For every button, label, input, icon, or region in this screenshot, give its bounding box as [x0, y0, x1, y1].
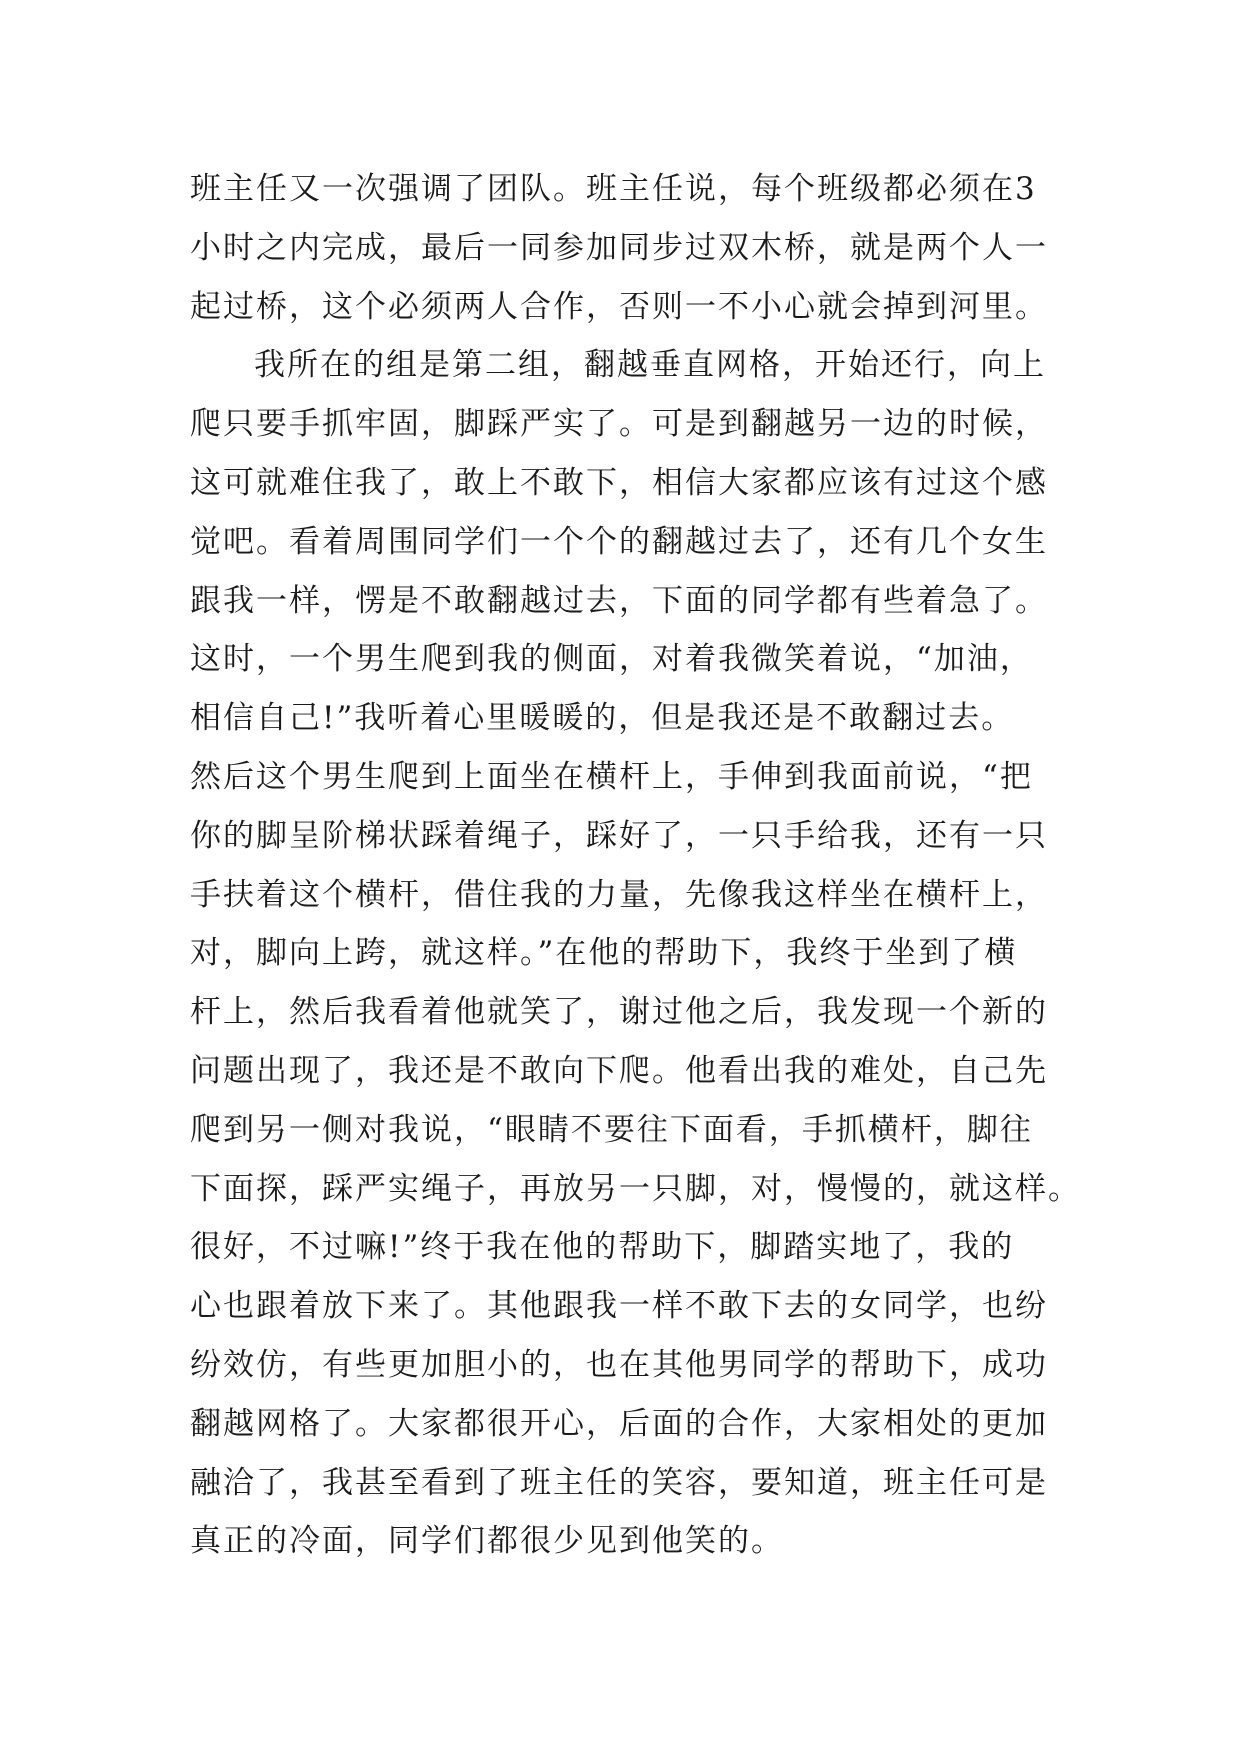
text-line: 爬只要手抓牢固，脚踩严实了。可是到翻越另一边的时候，	[190, 406, 1048, 443]
text-line: 心也跟着放下来了。其他跟我一样不敢下去的女同学，也纷	[190, 1288, 1048, 1325]
text-line: 真正的冷面，同学们都很少见到他笑的。	[190, 1523, 784, 1560]
text-line: 爬到另一侧对我说，“眼睛不要往下面看，手抓横杆，脚往	[190, 1111, 1033, 1148]
paragraph-start-line: 我所在的组是第二组，翻越垂直网格，开始还行，向上	[254, 347, 1046, 384]
text-line: 手扶着这个横杆，借住我的力量，先像我这样坐在横杆上，	[190, 876, 1048, 913]
text-line: 下面探，踩严实绳子，再放另一只脚，对，慢慢的，就这样。	[190, 1170, 1081, 1207]
text-line: 问题出现了，我还是不敢向下爬。他看出我的难处，自己先	[190, 1052, 1048, 1089]
text-line: 然后这个男生爬到上面坐在横杆上，手伸到我面前说，“把	[190, 758, 1033, 795]
text-line: 跟我一样，愣是不敢翻越过去，下面的同学都有些着急了。	[190, 582, 1048, 619]
text-line: 觉吧。看着周围同学们一个个的翻越过去了，还有几个女生	[190, 523, 1048, 560]
text-line: 这时，一个男生爬到我的侧面，对着我微笑着说，“加油，	[190, 641, 1033, 678]
text-line: 你的脚呈阶梯状踩着绳子，踩好了，一只手给我，还有一只	[190, 817, 1048, 854]
text-line: 杆上，然后我看着他就笑了，谢过他之后，我发现一个新的	[190, 994, 1048, 1031]
text-line: 班主任又一次强调了团队。班主任说，每个班级都必须在3	[190, 171, 1037, 207]
text-line: 翻越网格了。大家都很开心，后面的合作，大家相处的更加	[190, 1405, 1048, 1442]
text-line: 起过桥，这个必须两人合作，否则一不小心就会掉到河里。	[190, 288, 1048, 325]
text-line: 融洽了，我甚至看到了班主任的笑容，要知道，班主任可是	[190, 1464, 1048, 1501]
text-line: 对，脚向上跨，就这样。”在他的帮助下，我终于坐到了横	[190, 935, 1018, 972]
text-line: 纷效仿，有些更加胆小的，也在其他男同学的帮助下，成功	[190, 1346, 1048, 1383]
text-line: 很好，不过嘛!”终于我在他的帮助下，脚踏实地了，我的	[190, 1229, 1015, 1266]
body-text	[190, 160, 1081, 1571]
text-line: 这可就难住我了，敢上不敢下，相信大家都应该有过这个感	[190, 464, 1048, 501]
text-line: 小时之内完成，最后一同参加同步过双木桥，就是两个人一	[190, 229, 1048, 266]
text-line: 相信自己!”我听着心里暖暖的，但是我还是不敢翻过去。	[190, 700, 1015, 737]
